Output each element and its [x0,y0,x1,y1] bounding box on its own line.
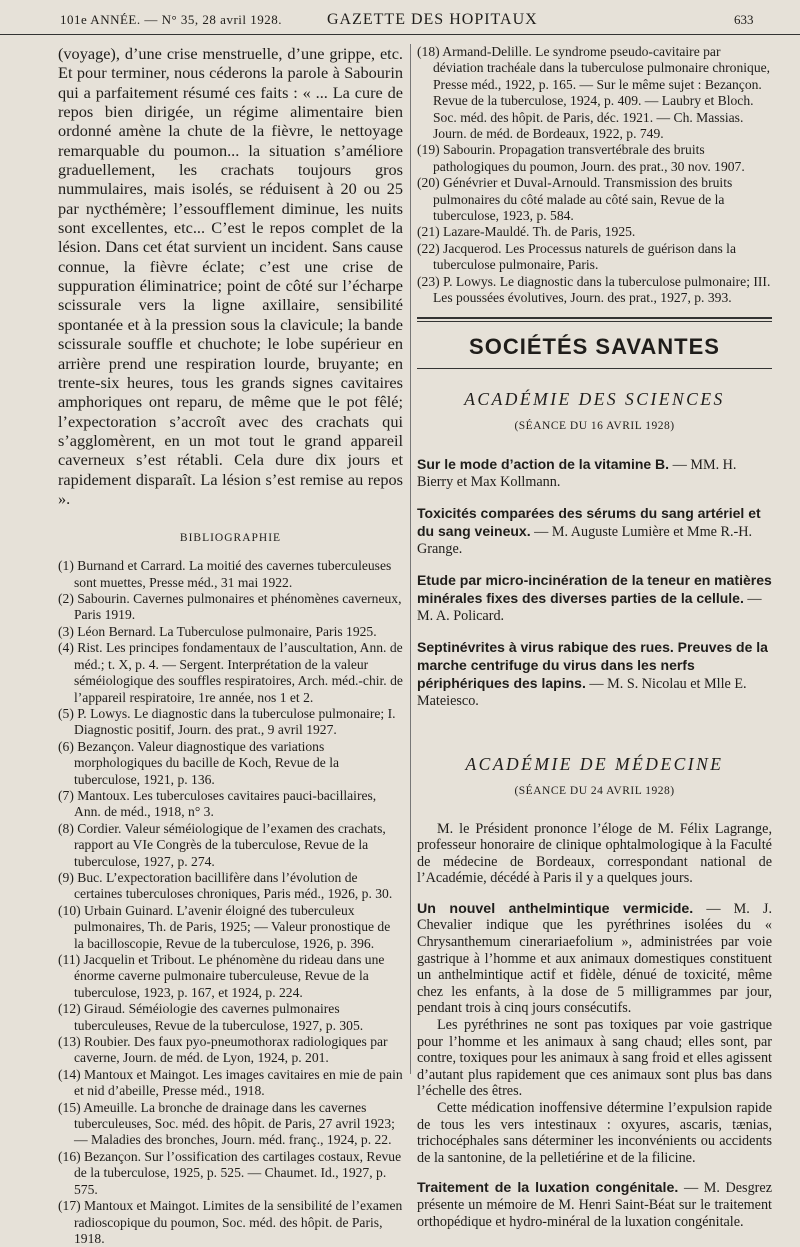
bibliography-entry: (23) P. Lowys. Le diagnostic dans la tuberculose pulmonaire; III. Les poussées évolutives, Journ. des prat., 1927, p. 393. [417,273,771,306]
article-title: Un nouvel anthelmintique vermicide. [417,900,694,917]
bibliography-entry: (19) Sabourin. Propagation transvertébrale des bruits pathologiques du poumon, Journ. des prat., 30 nov. 1907. [417,142,745,174]
bibliography-entry: (20) Génévrier et Duval-Arnould. Transmission des bruits pulmonaires du côté malade au côté sain, Revue de la tuberculose, 1923, p. 584. [417,175,733,224]
left-column [58,44,403,1247]
bibliography-entry: (13) Roubier. Des faux pyo-pneumothorax radiologiques par caverne, Journ. de méd. de Lyon, 1924, p. 201. [58,1034,388,1066]
communication-entry [417,639,772,710]
bibliography-entry: (16) Bezançon. Sur l’ossification des cartilages costaux, Revue de la tuberculose, 1925, p. 525. — Chaumet. Id., 1927, p. 575. [58,1148,402,1197]
bibliography-entry: (9) Buc. L’expectoration bacillifère dans l’évolution de certaines tuberculoses chroniques, Paris méd., 1926, p. 30. [58,869,393,902]
academy-medecine-session: (SÉANCE DU 24 AVRIL 1928) [514,784,675,797]
page-header [0,0,800,35]
medecine-paragraph [417,1180,772,1230]
bibliography-entry: (11) Jacquelin et Tribout. Le phénomène du rideau dans une énorme caverne pulmonaire tuberculeuse, Revue de la tuberculose, 1923, p. 167, et 1924, p. 224. [58,952,385,1000]
communication-title: Septinévrites à virus rabique des rues. Preuves de la marche centrifuge du virus dans les nerfs périphériques des lapins. [417,638,768,691]
bibliography-heading: BIBLIOGRAPHIE [179,532,282,545]
communication-entry [417,572,772,625]
communication-authors: — M. S. Nicolau et Mlle E. Mateiesco. [417,675,747,709]
bibliography-list-continued [417,44,772,307]
bibliography-entry: (2) Sabourin. Cavernes pulmonaires et phénomènes caverneux, Paris 1919. [58,591,402,623]
bibliography-entry: (4) Rist. Les principes fondamentaux de l’auscultation, Ann. de méd.; t. X, p. 4. — Sergent. Interprétation de la valeur séméiologique des souffles respiratoires, Arch. méd.-chir. de l’appareil respiratoire, 1re année, nos 1 et 2. [58,640,403,705]
section-rule [417,317,772,322]
article-title: Traitement de la luxation congénitale. [417,1180,679,1197]
communication-entry [417,505,772,558]
bibliography-entry: (15) Ameuille. La bronche de drainage dans les cavernes tuberculeuses, Soc. méd. des hôpit. de Paris, 27 avril 1923; — Maladies des bronches, Journ. méd. franç., 1924, p. 22. [58,1099,395,1148]
communication-authors: — M. Auguste Lumière et Mme R.-H. Grange. [417,523,753,557]
article-body: — M. Desgrez présente un mémoire de M. Henri Saint-Béat sur le traitement orthopédique et hydro-minéral de la luxation congénitale. [417,1180,772,1230]
academy-medecine-title: ACADÉMIE DE MÉDECINE [465,753,724,774]
bibliography-entry: (10) Urbain Guinard. L’avenir éloigné des tuberculeux pulmonaires, Th. de Paris, 1925; — Valeur pronostique de la bacilloscopie, Revue de la tuberculose, 1926, p. 396. [58,902,391,951]
bibliography-entry: (21) Lazare-Mauldé. Th. de Paris, 1925. [417,224,636,240]
bibliography-entry: (7) Mantoux. Les tuberculoses cavitaires pauci-bacillaires, Ann. de méd., 1918, n° 3. [58,787,377,820]
bibliography-entry: (6) Bezançon. Valeur diagnostique des variations morphologiques du bacille de Koch, Revue de la tuberculose, 1921, p. 136. [58,738,340,787]
body-paragraph: (voyage), d’une crise menstruelle, d’une grippe, etc. Et pour terminer, nous céderons la parole à Sabourin qui a parfaitement résumé ces faits : « ... La cure de repos bien dirigée, un régime alimentaire bien ordonné amène la chute de la fièvre, le nettoyage remarquable du poumon... la situation s’améliore graduellement, les crachats toujours gros nummulaires, mais isolés, se réduisent à 20 ou 25 par nycthémère; l’essoufflement diminue, les nuits sont excellentes, etc... C’est le repos complet de la lésion. Dans cet état survient un incident. Sans cause connue, la fièvre éclate; c’est une crise de suppuration éliminatrice; point de côté sur l’écharpe scissurale vers la ligne axillaire, sensibilité spontanée et à la pression sous la clavicule; la bande scissurale souffle et chuchote; le lobe supérieur en arrière prend une respiration lourde, bruyante; en trente-six heures, tous les grands signes cavitaires amphoriques ont reparu, de même que le pot fêlé; l’expectoration s’accroît avec des crachats qui s’agglomèrent, en un mot tout le grand appareil caverneux s’est rétabli. Cela dure dix jours et rapidement disparaît. La lésion s’est remise au repos ». [58,44,403,508]
communication-authors: — MM. H. Bierry et Max Kollmann. [417,456,737,490]
article-body: — M. J. Chevalier indique que les pyréthrines isolées du « Chrysanthemum cinerariaefolium », administrées par voie gastrique à l’homme et aux animaux domestiques constituent un anthelmintique actif et fidèle, dénué de toxicité, même chez les enfants, à la dose de 5 milligrammes par jour, pendant trois à cinq jours consécutifs. [417,900,773,1017]
bibliography-entry: (3) Léon Bernard. La Tuberculose pulmonaire, Paris 1925. [58,623,377,639]
medecine-paragraph: Les pyréthrines ne sont pas toxiques par voie gastrique pour l’homme et les animaux à sang chaud; elles sont, par contre, toxiques pour les animaux à sang froid et elles agissent d’autant plus rapidement que ces animaux sont plus bas dans l’échelle des êtres. [417,1017,772,1100]
bibliography-entry: (17) Mantoux et Maingot. Limites de la sensibilité de l’examen radioscopique du poumon, Soc. méd. des hôpit. de Paris, 1918. [58,1198,403,1246]
medecine-paragraph [417,901,772,1017]
bibliography-entry: (18) Armand-Delille. Le syndrome pseudo-cavitaire par déviation trachéale dans la tuberculose pulmonaire chronique, Presse méd., 1922, p. 165. — Sur le même sujet : Bezançon. Revue de la tuberculose, 1924, p. 409. — Laubry et Bloch. Soc. méd. des hôpit. de Paris, déc. 1921. — Ch. Massias. Journ. de méd. de Bordeaux, 1922, p. 749. [417,44,771,142]
bibliography-entry: (22) Jacquerod. Les Processus naturels de guérison dans la tuberculose pulmonaire, Paris. [417,240,736,273]
section-rule-bottom [417,368,772,369]
bibliography-entry: (5) P. Lowys. Le diagnostic dans la tuberculose pulmonaire; I. Diagnostic positif, Journ. des prat., 9 avril 1927. [58,705,396,738]
communication-title: Toxicités comparées des sérums du sang artériel et du sang veineux. [417,504,761,539]
academy-sciences-session: (SÉANCE DU 16 AVRIL 1928) [514,419,675,432]
academy-sciences-items [417,456,772,710]
communication-title: Etude par micro-incinération de la teneur en matières minérales fixes des diverses parties de la cellule. [417,571,772,606]
right-column [417,44,772,1230]
bibliography-entry: (1) Burnand et Carrard. La moitié des cavernes tuberculeuses sont muettes, Presse méd., 31 mai 1922. [58,558,392,590]
bibliography-entry: (14) Mantoux et Maingot. Les images cavitaires en mie de pain et nid d’abeille, Presse méd., 1918. [58,1066,403,1099]
communication-title: Sur le mode d’action de la vitamine B. [417,455,670,472]
communication-authors: — M. A. Policard. [417,590,762,624]
medecine-paragraph: Cette médication inoffensive détermine l’expulsion rapide de tous les vers intestinaux : oxyures, ascaris, tænias, trichocéphales sans déterminer les inconvénients ou accidents de la santonine, de la pelletiérine et de la filicine. [417,1100,772,1166]
issue-info: 101e ANNÉE. — N° 35, 28 avril 1928. [60,12,283,27]
bibliography-entry: (12) Giraud. Séméiologie des cavernes pulmonaires tuberculeuses, Revue de la tuberculose, 1927, p. 305. [58,1001,364,1033]
journal-title: GAZETTE DES HOPITAUX [327,11,538,28]
bibliography-list [58,558,403,1247]
bibliography-entry: (8) Cordier. Valeur séméiologique de l’examen des crachats, rapport au VIe Congrès de la tuberculose, Revue de la tuberculose, 1927, p. 274. [58,820,386,869]
section-title: SOCIÉTÉS SAVANTES [469,333,720,359]
communication-entry [417,456,772,491]
academy-sciences-title: ACADÉMIE DES SCIENCES [464,388,725,409]
column-divider [410,44,411,1074]
medecine-paragraph: M. le Président prononce l’éloge de M. Félix Lagrange, professeur honoraire de clinique ophtalmologique à la Faculté de médecine de Bordeaux, correspondant national de l’Académie, décédé à Paris il y a quelques jours. [417,820,772,887]
page-number: 633 [734,12,754,27]
